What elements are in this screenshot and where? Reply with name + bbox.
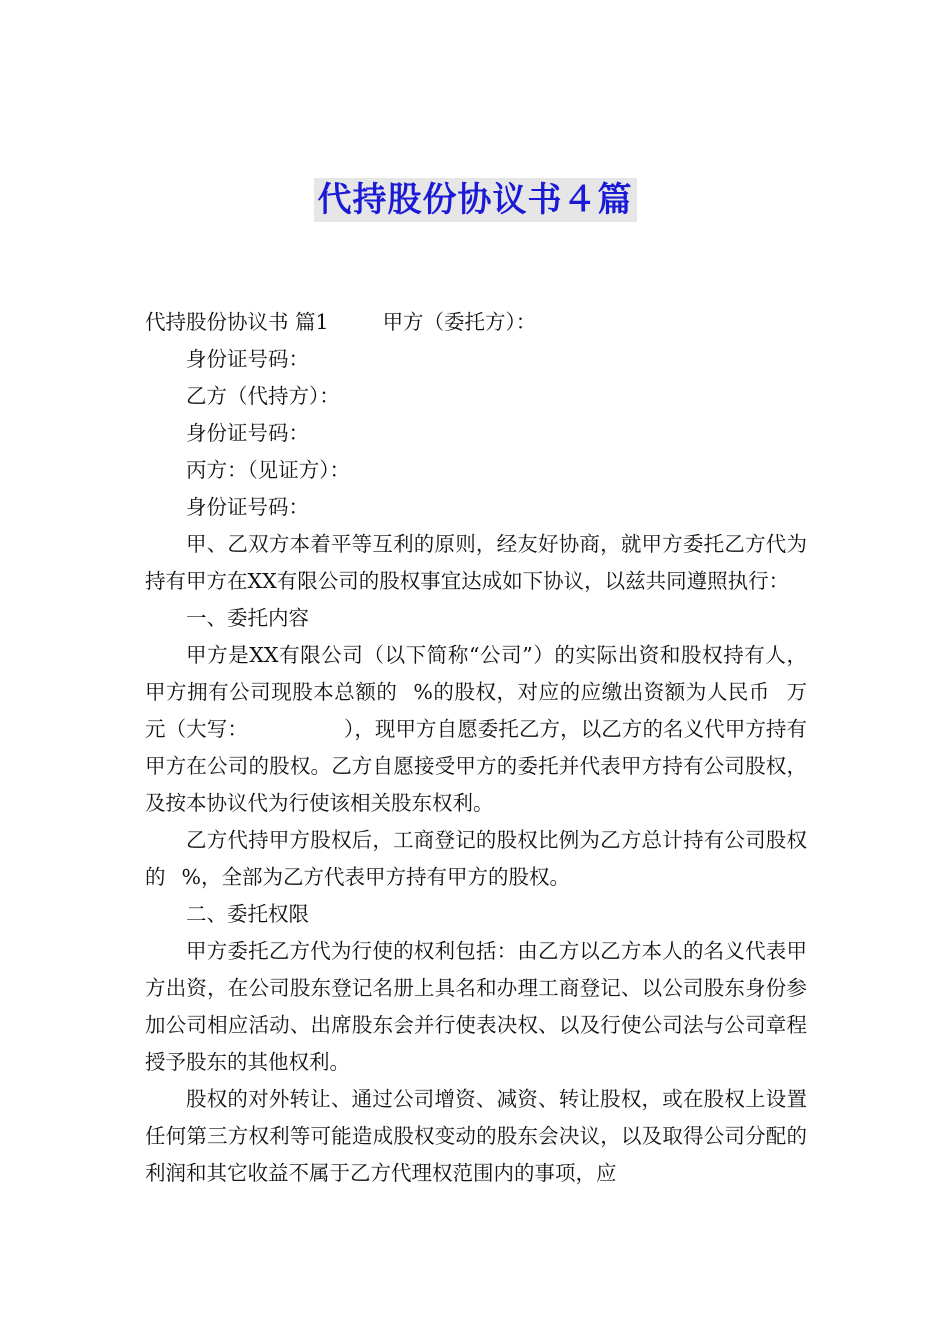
- paragraph-4: 股权的对外转让、通过公司增资、减资、转让股权，或在股权上设置任何第三方权利等可能造成股权变动的股东会决议，以及取得公司分配的利润和其它收益不属于乙方代理权范围内的事项，应: [145, 1087, 807, 1185]
- document-title: 代持股份协议书４篇: [314, 178, 637, 222]
- section-1-heading: 一、委托内容: [186, 606, 309, 630]
- paragraph-1: 甲方是XX有限公司（以下简称“公司”）的实际出资和股权持有人，甲方拥有公司现股本总额的 %的股权，对应的应缴出资额为人民币 万元（大写： ），现甲方自愿委托乙方，以乙方的名义代甲方持有甲方在公司的股权。乙方自愿接受甲方的委托并代表甲方持有公司股权，及按本协议代为行使该相关股东权利。: [145, 643, 808, 815]
- document-body: [145, 304, 807, 1192]
- paragraph-2: 乙方代持甲方股权后，工商登记的股权比例为乙方总计持有公司股权的 %，全部为乙方代表甲方持有甲方的股权。: [145, 828, 807, 889]
- id-b-line: 身份证号码：: [186, 421, 309, 445]
- intro-line: [145, 304, 807, 341]
- party-c-line: 丙方：（见证方）：: [186, 458, 350, 482]
- party-a-label: 甲方（委托方）：: [382, 310, 537, 334]
- party-b-line: 乙方（代持方）：: [186, 384, 340, 408]
- id-c-line: 身份证号码：: [186, 495, 309, 519]
- title-block: [0, 178, 950, 222]
- section-heading: 代持股份协议书 篇1: [145, 310, 329, 334]
- paragraph-3: 甲方委托乙方代为行使的权利包括：由乙方以乙方本人的名义代表甲方出资，在公司股东登记名册上具名和办理工商登记、以公司股东身份参加公司相应活动、出席股东会并行使表决权、以及行使公司法与公司章程授予股东的其他权利。: [145, 939, 807, 1074]
- section-2-heading: 二、委托权限: [186, 902, 309, 926]
- id-a-line: 身份证号码：: [186, 347, 309, 371]
- preamble-paragraph: 甲、乙双方本着平等互利的原则，经友好协商，就甲方委托乙方代为持有甲方在XX有限公司的股权事宜达成如下协议，以兹共同遵照执行：: [145, 532, 807, 593]
